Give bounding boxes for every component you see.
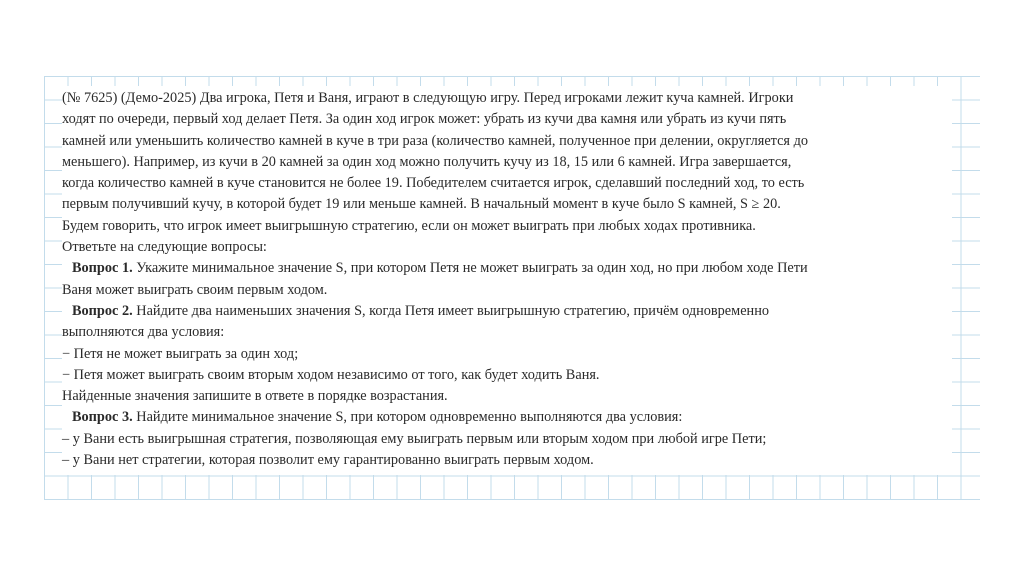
problem-text-block xyxy=(62,86,952,475)
question-1-text: Укажите минимальное значение S, при котором Петя не может выиграть за один ход, но при любом ходе Пети xyxy=(132,260,808,277)
question-3-text: Найдите минимальное значение S, при котором одновременно выполняются два условия: xyxy=(132,409,683,426)
question-2 xyxy=(62,301,946,322)
intro-line: ходят по очереди, первый ход делает Петя. За один ход игрок может: убрать из кучи два камня или убрать из кучи пять xyxy=(62,111,787,128)
question-2-line: Найденные значения запишите в ответе в порядке возрастания. xyxy=(62,388,448,405)
intro-line: первым получивший кучу, в которой будет 19 или меньше камней. В начальный момент в куче было S камней, S ≥ 20. xyxy=(62,196,781,213)
question-3-line: – у Вани есть выигрышная стратегия, позволяющая ему выиграть первым или вторым ходом при любой игре Пети; xyxy=(62,430,767,447)
question-1-label: Вопрос 1. xyxy=(72,260,133,277)
question-1 xyxy=(62,258,946,279)
intro-line: Будем говорить, что игрок имеет выигрышную стратегию, если он может выиграть при любых ходах противника. xyxy=(62,217,756,234)
question-2-line: − Петя может выиграть своим вторым ходом независимо от того, как будет ходить Ваня. xyxy=(62,366,600,383)
intro-line: (№ 7625) (Демо-2025) Два игрока, Петя и Ваня, играют в следующую игру. Перед игроками лежит куча камней. Игроки xyxy=(62,90,794,106)
question-2-line: выполняются два условия: xyxy=(62,324,225,341)
question-3-line: – у Вани нет стратегии, которая позволит ему гарантированно выиграть первым ходом. xyxy=(62,452,594,469)
question-3 xyxy=(62,407,946,428)
intro-line: когда количество камней в куче становится не более 19. Победителем считается игрок, сделавший последний ход, то есть xyxy=(62,175,805,192)
question-2-line: − Петя не может выиграть за один ход; xyxy=(62,345,299,362)
question-1-continuation: Ваня может выиграть своим первым ходом. xyxy=(62,281,328,298)
question-2-label: Вопрос 2. xyxy=(72,302,133,319)
question-3-label: Вопрос 3. xyxy=(72,409,133,426)
question-2-text: Найдите два наименьших значения S, когда Петя имеет выигрышную стратегию, причём одновременно xyxy=(132,302,770,319)
intro-line: Ответьте на следующие вопросы: xyxy=(62,239,267,256)
intro-line: камней или уменьшить количество камней в куче в три раза (количество камней, полученное при делении, округляется до xyxy=(62,132,809,149)
intro-line: меньшего). Например, из кучи в 20 камней за один ход можно получить кучу из 18, 15 или 6 камней. Игра завершается, xyxy=(62,153,792,170)
